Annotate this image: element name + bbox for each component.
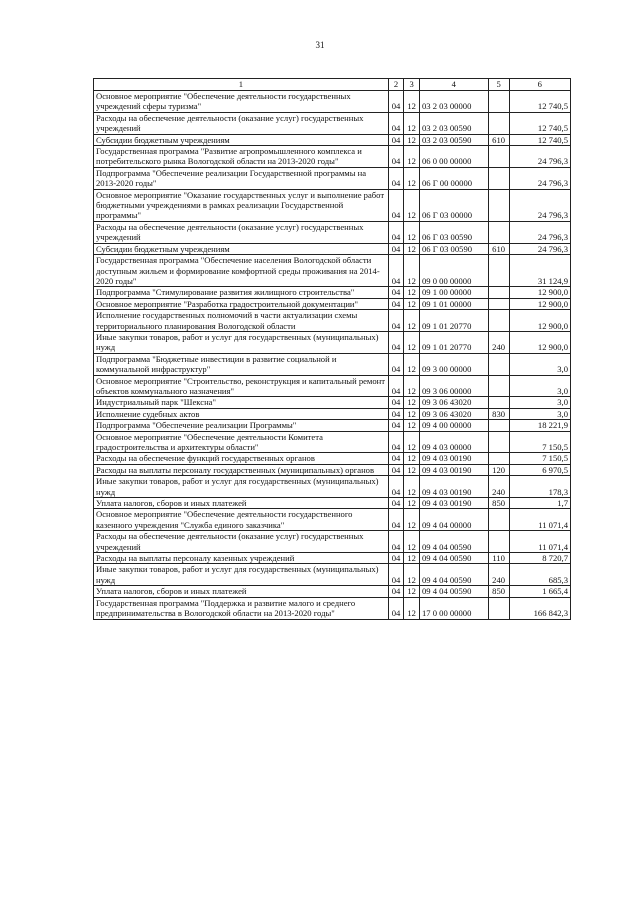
cell-expense-type bbox=[488, 597, 509, 619]
table-row bbox=[94, 464, 571, 475]
cell-subsection: 12 bbox=[404, 287, 420, 298]
cell-target-article: 09 4 04 00590 bbox=[419, 586, 488, 597]
cell-section: 04 bbox=[388, 464, 404, 475]
cell-name: Расходы на обеспечение деятельности (оказание услуг) государственных учреждений bbox=[94, 221, 389, 243]
cell-subsection: 12 bbox=[404, 420, 420, 431]
cell-subsection: 12 bbox=[404, 586, 420, 597]
cell-subsection: 12 bbox=[404, 375, 420, 397]
header-vr: 5 bbox=[488, 79, 509, 91]
cell-amount: 12 900,0 bbox=[509, 331, 570, 353]
cell-section: 04 bbox=[388, 597, 404, 619]
cell-expense-type bbox=[488, 221, 509, 243]
cell-name: Уплата налогов, сборов и иных платежей bbox=[94, 586, 389, 597]
cell-expense-type bbox=[488, 167, 509, 189]
cell-section: 04 bbox=[388, 221, 404, 243]
cell-amount: 685,3 bbox=[509, 564, 570, 586]
table-row bbox=[94, 397, 571, 408]
header-sum: 6 bbox=[509, 79, 570, 91]
cell-name: Расходы на обеспечение функций государственных органов bbox=[94, 453, 389, 464]
cell-subsection: 12 bbox=[404, 167, 420, 189]
table-row bbox=[94, 408, 571, 419]
cell-section: 04 bbox=[388, 353, 404, 375]
cell-name: Уплата налогов, сборов и иных платежей bbox=[94, 498, 389, 509]
table-row bbox=[94, 564, 571, 586]
cell-amount: 6 970,5 bbox=[509, 464, 570, 475]
cell-amount: 12 900,0 bbox=[509, 287, 570, 298]
cell-target-article: 09 1 01 20770 bbox=[419, 310, 488, 332]
cell-expense-type bbox=[488, 509, 509, 531]
cell-target-article: 06 Г 03 00000 bbox=[419, 189, 488, 221]
cell-expense-type: 110 bbox=[488, 553, 509, 564]
cell-target-article: 09 1 01 20770 bbox=[419, 331, 488, 353]
cell-name: Исполнение судебных актов bbox=[94, 408, 389, 419]
cell-subsection: 12 bbox=[404, 91, 420, 113]
cell-name: Подпрограмма "Бюджетные инвестиции в развитие социальной и коммунальной инфраструктур" bbox=[94, 353, 389, 375]
cell-expense-type bbox=[488, 287, 509, 298]
cell-section: 04 bbox=[388, 298, 404, 309]
cell-expense-type bbox=[488, 91, 509, 113]
table-row bbox=[94, 91, 571, 113]
cell-expense-type bbox=[488, 375, 509, 397]
cell-expense-type bbox=[488, 189, 509, 221]
cell-section: 04 bbox=[388, 255, 404, 287]
cell-expense-type bbox=[488, 453, 509, 464]
cell-name: Расходы на обеспечение деятельности (оказание услуг) государственных учреждений bbox=[94, 112, 389, 134]
cell-expense-type: 850 bbox=[488, 586, 509, 597]
cell-section: 04 bbox=[388, 453, 404, 464]
cell-expense-type bbox=[488, 146, 509, 168]
cell-expense-type: 610 bbox=[488, 243, 509, 254]
cell-section: 04 bbox=[388, 586, 404, 597]
cell-subsection: 12 bbox=[404, 189, 420, 221]
cell-name: Основное мероприятие "Обеспечение деятельности государственных учреждений сферы туризма" bbox=[94, 91, 389, 113]
cell-subsection: 12 bbox=[404, 331, 420, 353]
cell-subsection: 12 bbox=[404, 221, 420, 243]
cell-expense-type: 240 bbox=[488, 564, 509, 586]
cell-section: 04 bbox=[388, 189, 404, 221]
cell-expense-type bbox=[488, 420, 509, 431]
header-rz: 2 bbox=[388, 79, 404, 91]
table-row bbox=[94, 498, 571, 509]
cell-amount: 1 665,4 bbox=[509, 586, 570, 597]
cell-target-article: 09 3 06 00000 bbox=[419, 375, 488, 397]
table-row bbox=[94, 453, 571, 464]
cell-amount: 178,3 bbox=[509, 476, 570, 498]
cell-subsection: 12 bbox=[404, 453, 420, 464]
cell-target-article: 06 Г 03 00590 bbox=[419, 243, 488, 254]
cell-target-article: 06 Г 03 00590 bbox=[419, 221, 488, 243]
cell-amount: 7 150,5 bbox=[509, 453, 570, 464]
table-row bbox=[94, 509, 571, 531]
cell-target-article: 09 3 00 00000 bbox=[419, 353, 488, 375]
cell-expense-type bbox=[488, 431, 509, 453]
cell-amount: 24 796,3 bbox=[509, 146, 570, 168]
table-row bbox=[94, 134, 571, 145]
cell-name: Государственная программа "Развитие агропромышленного комплекса и потребительского рынка Вологодской области на 2013-2020 годы" bbox=[94, 146, 389, 168]
cell-expense-type: 120 bbox=[488, 464, 509, 475]
cell-amount: 8 720,7 bbox=[509, 553, 570, 564]
cell-expense-type bbox=[488, 255, 509, 287]
table-row bbox=[94, 420, 571, 431]
table-row bbox=[94, 586, 571, 597]
header-name: 1 bbox=[94, 79, 389, 91]
table-row bbox=[94, 353, 571, 375]
cell-name: Расходы на выплаты персоналу государственных (муниципальных) органов bbox=[94, 464, 389, 475]
cell-target-article: 06 Г 00 00000 bbox=[419, 167, 488, 189]
cell-name: Индустриальный парк "Шексна" bbox=[94, 397, 389, 408]
cell-amount: 12 740,5 bbox=[509, 134, 570, 145]
cell-expense-type: 610 bbox=[488, 134, 509, 145]
cell-subsection: 12 bbox=[404, 464, 420, 475]
table-row bbox=[94, 331, 571, 353]
cell-target-article: 09 4 03 00190 bbox=[419, 464, 488, 475]
cell-subsection: 12 bbox=[404, 134, 420, 145]
cell-amount: 24 796,3 bbox=[509, 189, 570, 221]
cell-name: Основное мероприятие "Оказание государственных услуг и выполнение работ бюджетными учреждениями в рамках реализации Государственной программы" bbox=[94, 189, 389, 221]
table-row bbox=[94, 146, 571, 168]
cell-name: Иные закупки товаров, работ и услуг для государственных (муниципальных) нужд bbox=[94, 476, 389, 498]
cell-subsection: 12 bbox=[404, 476, 420, 498]
cell-target-article: 09 4 04 00590 bbox=[419, 531, 488, 553]
table-row bbox=[94, 255, 571, 287]
table-row bbox=[94, 597, 571, 619]
cell-target-article: 03 2 03 00590 bbox=[419, 112, 488, 134]
cell-target-article: 09 0 00 00000 bbox=[419, 255, 488, 287]
cell-amount: 24 796,3 bbox=[509, 221, 570, 243]
cell-target-article: 09 4 00 00000 bbox=[419, 420, 488, 431]
cell-section: 04 bbox=[388, 476, 404, 498]
cell-expense-type bbox=[488, 310, 509, 332]
cell-section: 04 bbox=[388, 287, 404, 298]
cell-name: Основное мероприятие "Обеспечение деятельности Комитета градостроительства и архитектуры области" bbox=[94, 431, 389, 453]
cell-target-article: 09 4 03 00190 bbox=[419, 453, 488, 464]
cell-amount: 3,0 bbox=[509, 408, 570, 419]
cell-subsection: 12 bbox=[404, 431, 420, 453]
cell-target-article: 17 0 00 00000 bbox=[419, 597, 488, 619]
cell-target-article: 03 2 03 00000 bbox=[419, 91, 488, 113]
cell-name: Субсидии бюджетным учреждениям bbox=[94, 243, 389, 254]
cell-subsection: 12 bbox=[404, 509, 420, 531]
cell-section: 04 bbox=[388, 146, 404, 168]
cell-section: 04 bbox=[388, 91, 404, 113]
cell-subsection: 12 bbox=[404, 408, 420, 419]
cell-subsection: 12 bbox=[404, 397, 420, 408]
cell-section: 04 bbox=[388, 112, 404, 134]
header-pr: 3 bbox=[404, 79, 420, 91]
cell-section: 04 bbox=[388, 167, 404, 189]
cell-section: 04 bbox=[388, 331, 404, 353]
cell-amount: 12 740,5 bbox=[509, 112, 570, 134]
cell-subsection: 12 bbox=[404, 310, 420, 332]
header-row bbox=[94, 79, 571, 91]
table-row bbox=[94, 167, 571, 189]
cell-section: 04 bbox=[388, 498, 404, 509]
cell-section: 04 bbox=[388, 553, 404, 564]
cell-amount: 3,0 bbox=[509, 375, 570, 397]
table-row bbox=[94, 431, 571, 453]
cell-amount: 3,0 bbox=[509, 353, 570, 375]
cell-target-article: 06 0 00 00000 bbox=[419, 146, 488, 168]
cell-target-article: 09 4 04 00000 bbox=[419, 509, 488, 531]
cell-expense-type: 830 bbox=[488, 408, 509, 419]
cell-amount: 24 796,3 bbox=[509, 243, 570, 254]
cell-subsection: 12 bbox=[404, 298, 420, 309]
cell-amount: 11 071,4 bbox=[509, 531, 570, 553]
cell-subsection: 12 bbox=[404, 498, 420, 509]
cell-amount: 3,0 bbox=[509, 397, 570, 408]
cell-target-article: 09 1 01 00000 bbox=[419, 298, 488, 309]
cell-section: 04 bbox=[388, 243, 404, 254]
cell-target-article: 09 4 04 00590 bbox=[419, 553, 488, 564]
table-row bbox=[94, 310, 571, 332]
cell-amount: 12 900,0 bbox=[509, 298, 570, 309]
table-row bbox=[94, 531, 571, 553]
budget-table bbox=[93, 78, 571, 620]
cell-subsection: 12 bbox=[404, 564, 420, 586]
cell-subsection: 12 bbox=[404, 597, 420, 619]
cell-target-article: 09 4 03 00190 bbox=[419, 476, 488, 498]
cell-name: Основное мероприятие "Строительство, реконструкция и капитальный ремонт объектов коммунального назначения" bbox=[94, 375, 389, 397]
cell-name: Иные закупки товаров, работ и услуг для государственных (муниципальных) нужд bbox=[94, 331, 389, 353]
table-row bbox=[94, 553, 571, 564]
cell-expense-type: 850 bbox=[488, 498, 509, 509]
table-row bbox=[94, 476, 571, 498]
cell-amount: 24 796,3 bbox=[509, 167, 570, 189]
cell-amount: 166 842,3 bbox=[509, 597, 570, 619]
cell-name: Расходы на выплаты персоналу казенных учреждений bbox=[94, 553, 389, 564]
cell-amount: 11 071,4 bbox=[509, 509, 570, 531]
cell-section: 04 bbox=[388, 564, 404, 586]
cell-name: Субсидии бюджетным учреждениям bbox=[94, 134, 389, 145]
cell-subsection: 12 bbox=[404, 553, 420, 564]
cell-target-article: 09 4 03 00190 bbox=[419, 498, 488, 509]
cell-section: 04 bbox=[388, 420, 404, 431]
cell-subsection: 12 bbox=[404, 146, 420, 168]
table-row bbox=[94, 221, 571, 243]
cell-expense-type bbox=[488, 531, 509, 553]
page-number: 31 bbox=[315, 40, 325, 50]
cell-section: 04 bbox=[388, 408, 404, 419]
cell-target-article: 03 2 03 00590 bbox=[419, 134, 488, 145]
table-row bbox=[94, 189, 571, 221]
cell-name: Иные закупки товаров, работ и услуг для государственных (муниципальных) нужд bbox=[94, 564, 389, 586]
cell-name: Подпрограмма "Обеспечение реализации Государственной программы на 2013-2020 годы" bbox=[94, 167, 389, 189]
cell-expense-type: 240 bbox=[488, 476, 509, 498]
cell-section: 04 bbox=[388, 134, 404, 145]
cell-amount: 18 221,9 bbox=[509, 420, 570, 431]
table-row bbox=[94, 112, 571, 134]
cell-expense-type bbox=[488, 353, 509, 375]
cell-target-article: 09 1 00 00000 bbox=[419, 287, 488, 298]
cell-expense-type: 240 bbox=[488, 331, 509, 353]
cell-target-article: 09 3 06 43020 bbox=[419, 408, 488, 419]
cell-target-article: 09 4 03 00000 bbox=[419, 431, 488, 453]
cell-section: 04 bbox=[388, 531, 404, 553]
cell-expense-type bbox=[488, 112, 509, 134]
cell-section: 04 bbox=[388, 397, 404, 408]
table-row bbox=[94, 287, 571, 298]
cell-name: Основное мероприятие "Разработка градостроительной документации" bbox=[94, 298, 389, 309]
cell-subsection: 12 bbox=[404, 255, 420, 287]
cell-amount: 1,7 bbox=[509, 498, 570, 509]
cell-target-article: 09 3 06 43020 bbox=[419, 397, 488, 408]
cell-subsection: 12 bbox=[404, 353, 420, 375]
table-row bbox=[94, 298, 571, 309]
cell-amount: 31 124,9 bbox=[509, 255, 570, 287]
cell-section: 04 bbox=[388, 310, 404, 332]
header-csr: 4 bbox=[419, 79, 488, 91]
cell-name: Основное мероприятие "Обеспечение деятельности государственного казенного учреждения "Служба единого заказчика" bbox=[94, 509, 389, 531]
cell-subsection: 12 bbox=[404, 531, 420, 553]
cell-subsection: 12 bbox=[404, 112, 420, 134]
cell-name: Государственная программа "Обеспечение населения Вологодской области доступным жильем и формирование комфортной среды проживания на 2014-2020 годы" bbox=[94, 255, 389, 287]
cell-expense-type bbox=[488, 298, 509, 309]
cell-name: Расходы на обеспечение деятельности (оказание услуг) государственных учреждений bbox=[94, 531, 389, 553]
cell-section: 04 bbox=[388, 509, 404, 531]
cell-expense-type bbox=[488, 397, 509, 408]
cell-name: Подпрограмма "Обеспечение реализации Программы" bbox=[94, 420, 389, 431]
cell-name: Исполнение государственных полномочий в части актуализации схемы территориального планирования Вологодской области bbox=[94, 310, 389, 332]
cell-subsection: 12 bbox=[404, 243, 420, 254]
cell-target-article: 09 4 04 00590 bbox=[419, 564, 488, 586]
table-row bbox=[94, 243, 571, 254]
table-row bbox=[94, 375, 571, 397]
cell-section: 04 bbox=[388, 375, 404, 397]
cell-amount: 7 150,5 bbox=[509, 431, 570, 453]
cell-name: Государственная программа "Поддержка и развитие малого и среднего предпринимательства в Вологодской области на 2013-2020 годы" bbox=[94, 597, 389, 619]
cell-name: Подпрограмма "Стимулирование развития жилищного строительства" bbox=[94, 287, 389, 298]
cell-amount: 12 900,0 bbox=[509, 310, 570, 332]
cell-amount: 12 740,5 bbox=[509, 91, 570, 113]
cell-section: 04 bbox=[388, 431, 404, 453]
